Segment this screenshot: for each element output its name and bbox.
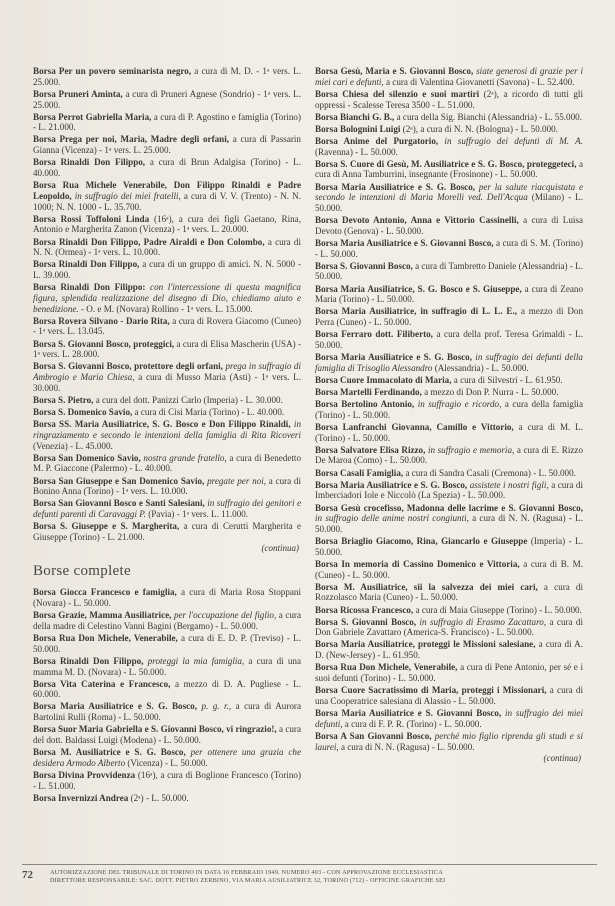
donation-entry [315, 136, 583, 157]
entry-name: Borsa Rinaldi Don Filippo: [33, 282, 146, 293]
entry-name: Borsa Giocca Francesco e famiglia, [33, 587, 177, 598]
entry-name: Borsa Rinaldi Don Filippo, [33, 157, 146, 168]
entry-dedication: in suffragio delle anime nostri congiunti, [315, 513, 469, 524]
entry-name: Borsa Gesù, Maria e S. Giovanni Bosco, [315, 66, 474, 76]
entry-details: a cura di Silvestri - L. 61.950. [451, 374, 563, 385]
entry-details: a cura di Musso Maria (Asti) - 1ᵃ vers. L. 30.000. [33, 372, 301, 393]
entry-name: Borsa Rovera Silvano - Dario Rita, [33, 315, 170, 326]
entry-dedication: in suffragio dei miei fratelli, [71, 190, 181, 201]
entry-name: Borsa Cuore Sacratissimo di Maria, proteggi i Missionari, [315, 685, 547, 696]
entry-name: Borsa Ricossa Francesco, [315, 604, 414, 615]
donation-entry [33, 419, 301, 451]
entry-dedication: in suffragio dei defunti della famiglia di Trisoglio Alessandro [315, 352, 583, 373]
entry-name: Borsa Bolognini Luigi [315, 123, 401, 134]
entry-details: (16ᵃ), a cura dei figli Gaetano, Rina, Antonio e Margherita Zanon (Vicenza) - 1ᵃ vers. L. 20.000. [33, 213, 301, 235]
donation-entry [315, 306, 583, 327]
donation-entry [33, 521, 301, 542]
donation-entry [33, 395, 301, 406]
donation-entry [33, 724, 301, 745]
entry-details: a cura di S. M. (Torino) - L. 50.000. [315, 237, 583, 259]
entry-dedication: per l'occupazione del figlio, [171, 610, 277, 621]
entry-name: Borsa Devoto Antonio, Anna e Vittorio Cassinelli, [315, 215, 519, 226]
entry-dedication: nostra grande fratello, [140, 452, 227, 463]
donation-entry [315, 605, 583, 616]
entry-name: Borsa S. Giovanni Bosco, [315, 260, 413, 271]
page-footer [22, 864, 597, 886]
entry-details: a cura di Elisa Mascherin (USA) - 1ᵃ vers. L. 28.000. [33, 338, 302, 360]
donation-entry [315, 559, 583, 580]
donation-entry [33, 214, 301, 235]
donation-entry [33, 134, 301, 155]
entry-name: Borsa Casali Famiglia, [315, 467, 404, 478]
donation-entry [33, 339, 301, 360]
donation-entry [33, 237, 301, 258]
entry-dedication: in suffragio di Erasmo Zacattaro, [416, 616, 547, 627]
entry-name: Borsa S. Pietro, [33, 394, 94, 405]
entry-details: a cura di Pene Antonio, per sé e i suoi defunti (Torino) - L. 50.000. [315, 662, 583, 684]
entry-name: Borsa Bertolino Antonio, [315, 399, 415, 410]
entry-details: a cura di Maria Rosa Stoppani (Novara) - L. 50.000. [33, 587, 301, 609]
donation-entry [315, 387, 583, 398]
entry-details: a cura di Rovera Giacomo (Cuneo) - 1ᵃ vers. L. 13.045. [33, 315, 301, 337]
donation-entry [33, 701, 301, 722]
entry-details: a cura di Anna Tamburrini, insegnante (Frosinone) - L. 50.000. [315, 158, 583, 180]
entry-name: Borsa Rinaldi Don Filippo, [33, 259, 140, 270]
donation-entry [33, 793, 301, 804]
donation-entry [33, 770, 301, 791]
entry-details: a cura di una mamma M. D. (Novara) - L. 50.000. [33, 655, 301, 677]
entry-name: Borsa Grazie, Mamma Ausiliatrice, [33, 610, 172, 621]
entry-details: (2ᵃ), a ricordo di tutti gli oppressi - Scalesse Teresa 3500 - L. 51.000. [315, 88, 583, 110]
entry-details: a cura di un gruppo di amici. N. N. 5000 - L. 39.000. [33, 259, 301, 281]
entry-dedication: proteggi la mia famiglia, [143, 655, 245, 666]
entry-name: Borsa Maria Ausiliatrice, S. G. Bosco e S. Giuseppe, [315, 283, 522, 294]
entry-name: Borsa Rinaldi Don Filippo, [33, 655, 144, 666]
entry-name: Borsa Martelli Ferdinando, [315, 386, 422, 397]
entry-dedication: pregate per noi, [204, 475, 267, 486]
entry-name: Borsa M. Ausiliatrice, sii la salvezza dei miei cari, [315, 581, 538, 592]
entry-details: (Pavia) - 1ᵃ vers. L. 11.000. [145, 509, 249, 520]
entry-dedication: in suffragio e ricordo, [414, 399, 502, 410]
entry-name: Borsa S. Giovanni Bosco, [315, 616, 417, 627]
donation-entry [315, 215, 583, 236]
entry-details: - O. e M. (Novara) Rollino - 1ᵃ vers. L. 15.000. [78, 303, 253, 314]
entry-details: a cura del dott. Baldassi Luigi (Modena) - L. 50.000. [33, 724, 301, 745]
footer-line-1: AUTORIZZAZIONE DEL TRIBUNALE DI TORINO IN DATA 16 FEBBRAIO 1949. NUMERO 403 - CON APPROVAZIONE ECCLESIASTICA [50, 869, 443, 876]
entry-name: Borsa Briaglio Giacomo, Rina, Giancarlo e Giuseppe [315, 536, 528, 547]
entry-name: Borsa Maria Ausiliatrice, proteggi le Missioni salesiane, [315, 639, 536, 650]
right-column [315, 66, 583, 763]
entry-details: a cura di N. N. (Ragusa) - L. 50.000. [315, 513, 584, 534]
donation-entry [315, 617, 583, 638]
entry-name: Borsa Gesù crocefisso, Madonna delle lacrime e S. Giovanni Bosco, [315, 502, 583, 513]
donation-entry [33, 476, 301, 497]
entry-name: Borsa San Giuseppe e San Domenico Savio, [33, 475, 205, 486]
entry-name: Borsa SS. Maria Ausiliatrice, S. G. Bosco e Don Filippo Rinaldi, [33, 419, 291, 430]
donation-entry [33, 316, 301, 337]
entry-dedication: con l'intercessione di questa magnifica figura, splendida realizzazione del disegno di Dio, chiediamo aiuto e benedizione. [33, 282, 301, 314]
entry-details: a cura della prof. Teresa Grimaldi - L. 50.000. [315, 329, 583, 350]
entry-name: Borsa Maria Ausiliatrice e S. G. Bosco, [33, 701, 197, 712]
donation-entry [315, 182, 583, 214]
entry-details: a cura di M. L. (Torino) - L. 50.000. [315, 421, 584, 443]
entry-details: a cura di una Cooperatrice salesiana di Alassio - L. 50.000. [315, 685, 583, 706]
donation-entry [315, 284, 583, 305]
donation-entry [315, 503, 583, 535]
entry-name: Borsa Rinaldi Don Filippo, Padre Airaldi e Don Colombo, [33, 236, 265, 247]
entry-name: Borsa Chiesa del silenzio e suoi martiri [315, 88, 480, 99]
donation-entry [33, 89, 301, 110]
entry-details: a cura di Zeano Maria (Torino) - L. 50.000. [315, 283, 584, 305]
entry-details: a cura di N. N. (Ragusa) - L. 50.000. [338, 741, 475, 752]
entry-details: a cura di F. P. R. (Torino) - L. 50.000. [342, 718, 482, 729]
donation-entry [315, 399, 583, 420]
donation-list-complete [33, 587, 301, 803]
entry-name: Borsa Rua Michele Venerabile, Don Filippo Rinaldi e Padre Leopoldo, [33, 180, 301, 201]
entry-name: Borsa S. Giovanni Bosco, protettore degli orfani, [33, 361, 223, 372]
entry-details: a cura di N. N. (Ormea) - 1ᵃ vers. L. 10.000. [33, 236, 301, 258]
entry-name: Borsa Per un povero seminarista negro, [33, 66, 192, 76]
continued-note: (continua) [543, 752, 581, 763]
continued-note: (continua) [261, 543, 299, 553]
donation-entry [33, 361, 301, 393]
entry-details: a cura di Imberciadori Iole e Niccolò (La Spezia) - L. 50.000. [315, 479, 583, 501]
entry-details: a cura del dott. Panizzi Carlo (Imperia) - L. 30.000. [93, 394, 283, 405]
entry-name: Borsa Maria Ausiliatrice e S. Giovanni Bosco, [315, 237, 494, 248]
entry-details: a mezzo di Don P. Nurra - L. 50.000. [421, 386, 559, 397]
entry-name: Borsa S. Giuseppe e S. Margherita, [33, 521, 180, 532]
entry-name: Borsa Perrot Gabriella Maria, [33, 111, 152, 122]
entry-details: (16ᵃ), a cura di Boglione Francesco (Torino) - L. 51.000. [33, 769, 301, 791]
entry-name: Borsa Pruneri Aminta, [33, 88, 123, 99]
entry-details: a mezzo di Don Perra (Cuneo) - L. 50.000. [315, 306, 584, 328]
donation-entry [33, 633, 301, 654]
entry-details: a cura di Luisa Devoto (Genova) - L. 50.000. [315, 215, 584, 236]
entry-details: (Ravenna) - L. 50.000. [315, 146, 398, 157]
entry-name: Borsa Maria Ausiliatrice e S. G. Bosco, [315, 181, 476, 192]
entry-name: Borsa Anime del Purgatorio, [315, 135, 439, 146]
entry-dedication: perché mio figlio riprenda gli studi e si laurei, [315, 730, 583, 752]
donation-entry [315, 375, 583, 386]
donation-entry [33, 66, 301, 87]
entry-name: Borsa Rua Don Michele, Venerabile, [33, 632, 178, 643]
donation-entry [33, 112, 301, 133]
entry-details: a cura di Tambretto Daniele (Alessandria) - L. 50.000. [315, 260, 583, 282]
donation-entry [33, 747, 301, 768]
entry-dedication: per la salute riacquistata e secondo le intenzioni di Maria Morelli ved. Dell'Acqua [315, 181, 583, 203]
entry-name: Borsa Divina Provvidenza [33, 769, 136, 780]
entry-details: a cura di Bonino Anna (Torino) - 1ᵃ vers. L. 10.000. [33, 475, 301, 497]
donation-entry [315, 124, 583, 135]
entry-name: Borsa Rua Don Michele, Venerabile, [315, 662, 458, 673]
entry-name: Borsa Suor Maria Gabriella e S. Giovanni Bosco, vi ringrazio!, [33, 724, 277, 735]
donation-entry [33, 282, 301, 314]
entry-name: Borsa S. Domenico Savio, [33, 407, 133, 418]
entry-details: a cura di Aurora Bartolini Rulli (Roma) - L. 50.000. [33, 701, 301, 723]
entry-name: Borsa A San Giovanni Bosco, [315, 730, 432, 741]
donation-entry [33, 180, 301, 212]
entry-details: (Alessandria) - L. 50.000. [432, 362, 529, 373]
donation-entry [315, 480, 583, 501]
donation-entry [33, 259, 301, 280]
entry-dedication: p. g. r., [196, 701, 232, 712]
donation-entry [33, 587, 301, 608]
entry-dedication: in suffragio e memoria, [425, 444, 515, 455]
footer-imprint [50, 869, 597, 886]
entry-details: a cura di Passarin Gianna (Vicenza) - 1ᵃ vers. L. 25.000. [33, 134, 301, 156]
donation-entry [315, 662, 583, 683]
entry-details: a cura di Don Gabriele Zavattaro (America-S. Francisco) - L. 50.000. [315, 616, 584, 638]
entry-details: a cura di Maia Giuseppe (Torino) - L. 50.000. [413, 604, 582, 615]
entry-dedication: assistete i nostri figli, [467, 479, 549, 490]
entry-name: Borsa Salvatore Elisa Rizzo, [315, 444, 426, 455]
entry-name: Borsa Vita Caterina e Francesco, [33, 678, 171, 689]
entry-details: a cura di V. V. (Trento) - N. N. 1000; N. N. 1000 - L. 35.700. [33, 190, 301, 212]
footer-line-2: DIRETTORE RESPONSABILE: SAC. DOTT. PIETRO ZERBINO, VIA MARIA AUSILIATRICE 32, TORINO (712) - OFFICINE GRAFICHE SEI [50, 877, 446, 885]
entry-details: a cura della Sig. Bianchi (Alessandria) - L. 55.000. [394, 111, 582, 122]
donation-entry [315, 468, 583, 479]
entry-details: a mezzo di D. A. Pugliese - L. 60.000. [33, 678, 301, 700]
section-title: Borse complete [33, 562, 131, 579]
entry-details: a cura di Cisi Maria (Torino) - L. 40.000. [132, 407, 285, 418]
entry-name: Borsa Lanfranchi Giovanna, Camillo e Vittorio, [315, 421, 514, 432]
entry-name: Borsa Bianchi G. B., [315, 111, 395, 122]
entry-details: a cura di A. D. (New-Jersey) - L. 61.950. [315, 639, 583, 661]
donation-entry [315, 685, 583, 706]
donation-entry [315, 536, 583, 557]
entry-details: a cura di Brun Adalgisa (Torino) - L. 40.000. [33, 157, 302, 179]
donation-entry [315, 238, 583, 259]
entry-name: Borsa In memoria di Cassino Domenico e Vittoria, [315, 558, 520, 569]
entry-details: a cura di P. Agostino e famiglia (Torino) - L. 21.000. [33, 111, 301, 133]
entry-details: a cura di E. Rizzo De Maroa (Como) - L. 50.000. [315, 444, 583, 466]
donation-entry [315, 261, 583, 282]
entry-details: a cura di Pruneri Agnese (Sondrio) - 1ᵃ vers. L. 25.000. [33, 88, 301, 110]
entry-details: a cura di Valentina Giovanetti (Savona) - L. 52.400. [383, 76, 575, 87]
donation-list-complete-cont [315, 66, 583, 752]
entry-details: a cura della famiglia (Torino) - L. 50.000. [315, 399, 583, 420]
entry-dedication: in ringraziamento e secondo le intenzioni della famiglia di Rita Ricoveri [33, 419, 301, 440]
entry-details: (2ᵃ), a cura di N. N. (Bologna) - L. 50.000. [400, 123, 558, 134]
donation-entry [315, 708, 583, 729]
entry-dedication: in suffragio dei genitori e defunti parenti di Caravaggi P. [33, 498, 302, 520]
donation-entry [315, 329, 583, 350]
donation-entry [315, 112, 583, 123]
entry-details: a cura di Rozzolasco Maria (Cuneo) - L. 50.000. [315, 581, 583, 603]
donation-entry [315, 639, 583, 660]
entry-details: (Vicenza) - L. 50.000. [125, 757, 208, 768]
donation-entry [315, 445, 583, 466]
entry-details: (Venezia) - L. 45.000. [33, 440, 113, 451]
donation-list-partial [33, 66, 301, 543]
entry-dedication: in suffragio dei miei defunti, [315, 707, 584, 729]
donation-entry [315, 352, 583, 373]
entry-name: Borsa S. Giovanni Bosco, proteggici, [33, 338, 175, 349]
entry-details: a cura di Benedetto M. P. Giaccone (Palermo) - L. 40.000. [33, 452, 301, 474]
donation-entry [33, 656, 301, 677]
entry-details: a cura di M. D. - 1ᵃ vers. L. 25.000. [33, 66, 301, 87]
entry-dedication: per ottenere una grazia che desidera Armodo Alberto [33, 747, 302, 768]
donation-entry [33, 407, 301, 418]
entry-name: Borsa Maria Ausiliatrice e S. Giovanni Bosco, [315, 707, 502, 718]
donation-entry [315, 422, 583, 443]
entry-dedication: prega in suffragio di Ambrogio e Maria Chiesa, [33, 361, 302, 383]
entry-details: (Imperia) - L. 50.000. [315, 536, 583, 557]
entry-name: Borsa Ferraro dott. Filiberto, [315, 329, 433, 340]
entry-name: Borsa Cuore Immacolato di Maria, [315, 374, 452, 385]
donation-entry [33, 610, 301, 631]
donation-entry [33, 679, 301, 700]
entry-name: Borsa San Giovanni Bosco e Santi Salesiani, [33, 498, 205, 509]
entry-name: Borsa Rossi Toffoloni Linda [33, 213, 150, 224]
entry-details: a cura di E. D. P. (Treviso) - L. 50.000. [33, 632, 301, 654]
donation-entry [33, 453, 301, 474]
entry-details: (2ᵃ) - L. 50.000. [128, 792, 189, 803]
entry-name: Borsa Maria Ausiliatrice e S. G. Bosco, [315, 479, 468, 490]
entry-name: Borsa San Domenico Savio, [33, 452, 141, 463]
donation-entry [315, 582, 583, 603]
entry-name: Borsa Invernizzi Andrea [33, 792, 129, 803]
entry-dedication: in suffragio dei defunti di M. A. [438, 135, 583, 146]
donation-entry [315, 66, 583, 87]
entry-details: (Milano) - L. 50.000. [315, 192, 583, 213]
entry-dedication: siate generosi di grazie per i miei cari e defunti, [315, 66, 583, 87]
page-number: 72 [22, 869, 33, 881]
entry-details: a cura della madre di Celestino Vanni Bagini (Bergamo) - L. 50.000. [33, 610, 301, 631]
donation-entry [33, 157, 301, 178]
donation-entry [315, 89, 583, 110]
entry-name: Borsa Prega per noi, Maria, Madre degli orfani, [33, 134, 230, 145]
entry-name: Borsa Maria Ausiliatrice, in suffragio di L. L. E., [315, 306, 518, 317]
entry-name: Borsa S. Cuore di Gesù, M. Ausiliatrice e S. G. Bosco, proteggeteci, [315, 158, 577, 169]
donation-entry [315, 731, 583, 752]
left-column [33, 66, 301, 805]
entry-name: Borsa Maria Ausiliatrice e S. G. Bosco, [315, 352, 472, 363]
entry-name: Borsa M. Ausiliatrice e S. G. Bosco, [33, 747, 186, 758]
donation-entry [33, 498, 301, 519]
entry-details: a cura di Sandra Casali (Cremona) - L. 50.000. [403, 467, 576, 478]
entry-details: a cura di Cerutti Margherita e Giuseppe (Torino) - L. 21.000. [33, 521, 301, 542]
entry-details: a cura di B. M. (Cuneo) - L. 50.000. [315, 558, 583, 580]
donation-entry [315, 159, 583, 180]
